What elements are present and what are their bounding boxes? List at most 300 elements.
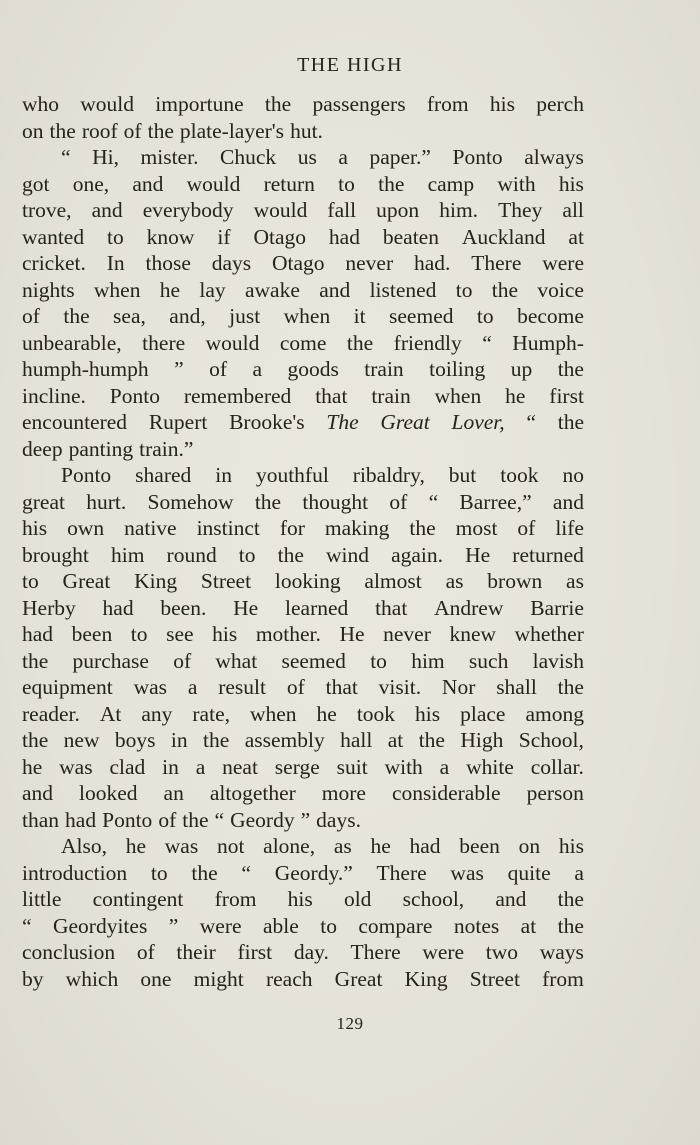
- word: of: [158, 807, 177, 832]
- word: thought: [302, 489, 369, 514]
- word: great: [22, 489, 65, 514]
- text-line: [22, 648, 584, 675]
- word: for: [279, 516, 305, 540]
- word: but: [448, 463, 477, 487]
- word: the: [557, 410, 584, 434]
- word: the: [49, 118, 76, 143]
- word: beaten: [382, 224, 439, 249]
- word: School,: [518, 728, 584, 752]
- text-line: [22, 966, 584, 993]
- text-line: [22, 303, 584, 330]
- word: of: [123, 118, 142, 143]
- word: rate,: [192, 701, 230, 726]
- word: him: [411, 648, 445, 673]
- word: to: [370, 648, 387, 673]
- word: of: [173, 648, 192, 673]
- word: and,: [169, 304, 206, 328]
- word: white: [466, 754, 514, 779]
- word: the: [147, 118, 174, 143]
- word: was: [164, 834, 199, 858]
- italic-word: The: [326, 410, 359, 434]
- word: had: [102, 595, 134, 620]
- word: the: [491, 277, 519, 302]
- word: Ponto: [109, 383, 160, 408]
- word: able: [262, 913, 299, 938]
- word: panting: [68, 436, 134, 461]
- word: conclusion: [22, 940, 116, 964]
- word: as: [566, 569, 584, 593]
- word: shall: [496, 675, 537, 699]
- text-line: [22, 701, 584, 728]
- word: “: [214, 807, 225, 832]
- word: and: [495, 887, 527, 911]
- word: There: [471, 251, 522, 275]
- word: had: [328, 224, 360, 249]
- text-line: [22, 515, 584, 542]
- word: first: [237, 940, 273, 964]
- text-line: [22, 595, 584, 622]
- word: days.: [316, 807, 361, 832]
- word: Great: [62, 569, 111, 593]
- word: equipment: [22, 675, 113, 699]
- word: plate-layer's: [179, 118, 285, 143]
- word: the: [557, 675, 584, 699]
- word: as: [333, 834, 352, 858]
- word: hurt.: [86, 489, 127, 514]
- text-line: [22, 754, 584, 781]
- word: Somehow: [147, 489, 234, 514]
- word: youthful: [255, 463, 329, 487]
- word: Street: [200, 569, 252, 593]
- word: knew: [449, 622, 497, 646]
- word: always: [524, 145, 584, 169]
- word: when: [249, 701, 297, 726]
- word: listened: [369, 277, 437, 302]
- text-line: [22, 277, 584, 304]
- word: returned: [512, 542, 584, 567]
- word: were: [542, 251, 584, 275]
- word: ribaldry,: [352, 463, 425, 487]
- word: almost: [364, 569, 422, 593]
- word: of: [136, 940, 155, 964]
- word: lavish: [532, 648, 584, 673]
- word: reach: [265, 966, 313, 991]
- word: wanted: [22, 224, 85, 249]
- word: Brooke's: [229, 410, 305, 434]
- word: the: [557, 913, 584, 938]
- word: the: [557, 357, 584, 381]
- word: boys: [114, 728, 156, 752]
- word: encountered: [22, 410, 128, 434]
- word: He: [233, 595, 259, 620]
- text-line: [22, 118, 584, 145]
- text-line: [22, 727, 584, 754]
- word: been: [459, 834, 500, 858]
- word: one,: [72, 171, 110, 196]
- word: than: [22, 807, 60, 832]
- italic-word: Great: [380, 410, 430, 434]
- word: to: [338, 171, 355, 196]
- word: Geordy.”: [274, 860, 353, 885]
- word: place: [460, 701, 506, 726]
- word: the: [378, 171, 405, 196]
- word: Barree,”: [459, 489, 532, 514]
- word: High: [460, 728, 504, 752]
- word: him.: [439, 198, 479, 222]
- word: hut.: [290, 118, 323, 143]
- word: old: [343, 887, 372, 911]
- word: a: [338, 145, 348, 169]
- word: was: [59, 754, 93, 779]
- text-line: [22, 224, 584, 251]
- word: Hi,: [92, 145, 119, 169]
- text-line: [22, 568, 584, 595]
- word: introduction: [22, 860, 128, 885]
- word: who: [22, 92, 60, 116]
- word: Rupert: [148, 410, 208, 434]
- word: and: [132, 171, 164, 196]
- word: day.: [293, 940, 329, 964]
- word: his: [415, 701, 441, 726]
- word: cricket.: [22, 251, 86, 275]
- text-line: [22, 807, 584, 834]
- word: seemed: [389, 304, 454, 328]
- word: never: [383, 622, 431, 646]
- italic-word: Lover,: [451, 410, 505, 434]
- word: two: [485, 940, 519, 964]
- word: sea,: [113, 304, 146, 328]
- text-line: [22, 409, 584, 436]
- word: life: [555, 516, 584, 540]
- word: those: [145, 251, 191, 275]
- word: an: [163, 781, 184, 805]
- word: Geordyites: [52, 913, 148, 938]
- word: brown: [487, 569, 543, 593]
- word: days: [211, 251, 252, 275]
- word: as: [445, 569, 464, 593]
- text-line: [22, 913, 584, 940]
- word: he: [505, 383, 526, 408]
- word: altogether: [209, 781, 296, 805]
- word: own: [67, 516, 105, 540]
- word: Otago: [253, 224, 306, 249]
- word: looking: [274, 569, 341, 593]
- word: reader.: [22, 701, 80, 726]
- word: Ponto: [61, 463, 112, 487]
- word: the: [418, 728, 445, 752]
- word: never: [345, 251, 394, 275]
- word: mister.: [140, 145, 199, 169]
- word: Andrew: [434, 595, 504, 620]
- word: just: [229, 304, 261, 328]
- word: first: [549, 383, 584, 408]
- word: with: [384, 754, 423, 779]
- word: everybody: [142, 198, 234, 222]
- word: to: [238, 542, 256, 567]
- word: train: [371, 383, 411, 408]
- word: upon: [376, 198, 420, 222]
- word: of: [22, 304, 40, 328]
- word: with: [497, 171, 536, 196]
- word: would: [253, 198, 308, 222]
- word: he: [159, 277, 181, 302]
- word: King: [404, 966, 448, 991]
- word: shared: [135, 463, 192, 487]
- word: and: [22, 781, 54, 805]
- word: ”: [168, 913, 179, 938]
- word: making: [324, 516, 390, 540]
- word: “: [22, 913, 32, 938]
- word: new: [63, 728, 100, 752]
- word: more: [321, 781, 366, 805]
- word: deep: [22, 436, 63, 461]
- text-line: [22, 462, 584, 489]
- word: Also,: [61, 834, 107, 858]
- word: a: [439, 754, 450, 779]
- word: Herby: [22, 595, 76, 620]
- word: Ponto: [452, 145, 503, 169]
- word: neat: [222, 754, 258, 779]
- page-number: 129: [336, 1014, 364, 1033]
- word: got: [22, 171, 50, 196]
- text-line: [22, 383, 584, 410]
- word: he: [370, 834, 391, 858]
- word: There: [350, 940, 401, 964]
- word: from: [426, 92, 469, 116]
- word: to: [107, 224, 124, 249]
- word: on: [518, 834, 541, 858]
- word: clad: [109, 754, 146, 779]
- word: lay: [199, 277, 226, 302]
- text-line: [22, 489, 584, 516]
- word: train: [364, 357, 404, 381]
- word: that: [325, 675, 358, 699]
- word: when: [434, 383, 482, 408]
- word: Otago: [271, 251, 325, 275]
- text-line: [22, 780, 584, 807]
- word: awake: [244, 277, 300, 302]
- word: come: [279, 330, 327, 355]
- word: among: [525, 701, 584, 726]
- word: hall: [340, 728, 373, 752]
- word: to: [476, 304, 494, 328]
- word: Auckland: [461, 224, 546, 249]
- text-line: [22, 144, 584, 171]
- word: little: [22, 887, 62, 911]
- word: result: [218, 675, 267, 699]
- word: incline.: [22, 383, 86, 408]
- word: ”: [300, 807, 311, 832]
- word: Chuck: [220, 145, 277, 169]
- word: to: [320, 913, 337, 938]
- word: at: [568, 224, 584, 249]
- word: and: [91, 198, 123, 222]
- text-line: [22, 330, 584, 357]
- word: had: [409, 834, 441, 858]
- word: him: [110, 542, 145, 567]
- text-line: [22, 542, 584, 569]
- word: the: [22, 728, 49, 752]
- word: to: [150, 860, 168, 885]
- word: his: [212, 622, 238, 646]
- word: purchase: [72, 648, 149, 673]
- word: not: [216, 834, 245, 858]
- word: his: [558, 171, 584, 196]
- word: and: [552, 489, 584, 514]
- word: to: [22, 569, 39, 593]
- word: a: [187, 675, 198, 699]
- word: took: [356, 701, 396, 726]
- word: train.”: [139, 436, 194, 461]
- word: seemed: [281, 648, 346, 673]
- word: the: [182, 807, 209, 832]
- word: wind: [326, 542, 369, 567]
- word: remembered: [183, 383, 292, 408]
- word: was: [133, 675, 168, 699]
- running-head: THE HIGH: [297, 54, 403, 76]
- word: learned: [285, 595, 349, 620]
- word: there: [142, 330, 186, 355]
- word: was: [450, 860, 484, 885]
- word: friendly: [393, 330, 462, 355]
- word: if: [217, 224, 231, 249]
- word: by: [22, 966, 44, 991]
- word: return: [263, 171, 315, 196]
- word: serge: [274, 754, 320, 779]
- word: unbearable,: [22, 330, 122, 355]
- word: He: [339, 622, 365, 646]
- word: person: [526, 781, 584, 805]
- word: were: [422, 940, 465, 964]
- word: had: [65, 807, 97, 832]
- word: perch: [536, 92, 584, 116]
- word: might: [193, 966, 244, 991]
- word: what: [215, 648, 258, 673]
- word: when: [93, 277, 141, 302]
- word: would: [186, 171, 241, 196]
- word: no: [562, 463, 584, 487]
- word: voice: [537, 277, 584, 302]
- text-line: [22, 621, 584, 648]
- word: the: [409, 516, 436, 540]
- word: his: [489, 92, 515, 116]
- text-line: [22, 436, 584, 463]
- word: considerable: [391, 781, 501, 805]
- body-text: [22, 91, 584, 992]
- word: to: [130, 622, 148, 646]
- word: been.: [160, 595, 207, 620]
- word: instinct: [196, 516, 260, 540]
- word: up: [510, 357, 533, 381]
- word: from: [214, 887, 257, 911]
- word: school,: [402, 887, 465, 911]
- word: ”: [174, 357, 184, 381]
- word: There: [376, 860, 427, 885]
- word: roof: [81, 118, 118, 143]
- word: most: [455, 516, 498, 540]
- word: of: [517, 516, 536, 540]
- word: brought: [22, 542, 89, 567]
- word: a: [574, 860, 584, 885]
- word: compare: [358, 913, 433, 938]
- word: the: [557, 887, 584, 911]
- word: trove,: [22, 198, 72, 222]
- word: such: [468, 648, 509, 673]
- word: whether: [514, 622, 584, 646]
- word: had: [22, 622, 54, 646]
- text-line: [22, 171, 584, 198]
- text-line: [22, 356, 584, 383]
- word: round: [166, 542, 217, 567]
- word: the: [264, 92, 292, 116]
- word: looked: [79, 781, 138, 805]
- word: and: [319, 277, 351, 302]
- word: he: [316, 701, 337, 726]
- word: when: [283, 304, 331, 328]
- text-line: [22, 91, 584, 118]
- word: from: [542, 966, 584, 991]
- word: fall: [327, 198, 357, 222]
- word: toiling: [429, 357, 486, 381]
- word: a: [252, 357, 262, 381]
- word: the: [191, 860, 218, 885]
- word: Great: [334, 966, 383, 991]
- word: importune: [155, 92, 244, 116]
- word: a: [195, 754, 206, 779]
- word: King: [134, 569, 178, 593]
- word: see: [166, 622, 194, 646]
- word: Ponto: [102, 807, 153, 832]
- word: in: [162, 754, 179, 779]
- text-line: [22, 886, 584, 913]
- word: any: [141, 701, 173, 726]
- word: “: [482, 330, 492, 355]
- word: in: [215, 463, 232, 487]
- word: visit.: [378, 675, 422, 699]
- word: They: [498, 198, 543, 222]
- word: of: [389, 489, 408, 514]
- text-line: [22, 674, 584, 701]
- word: camp: [427, 171, 475, 196]
- word: it: [353, 304, 366, 328]
- word: notes: [453, 913, 500, 938]
- word: that: [315, 383, 348, 408]
- text-line: [22, 860, 584, 887]
- word: suit: [336, 754, 368, 779]
- word: would: [205, 330, 260, 355]
- word: Geordy: [230, 807, 295, 832]
- word: the: [203, 728, 230, 752]
- word: the: [63, 304, 90, 328]
- word: on: [22, 118, 44, 143]
- word: of: [286, 675, 305, 699]
- word: collar.: [530, 754, 584, 779]
- word: native: [124, 516, 177, 540]
- word: were: [199, 913, 242, 938]
- word: at: [387, 728, 404, 752]
- word: humph-humph: [22, 357, 149, 381]
- word: Barrie: [530, 595, 584, 620]
- word: had.: [413, 251, 451, 275]
- word: again.: [391, 542, 444, 567]
- word: “: [241, 860, 251, 885]
- word: to: [455, 277, 473, 302]
- word: alone,: [263, 834, 316, 858]
- word: one: [140, 966, 172, 991]
- word: At: [99, 701, 122, 726]
- word: Humph-: [512, 330, 584, 355]
- word: “: [526, 410, 536, 434]
